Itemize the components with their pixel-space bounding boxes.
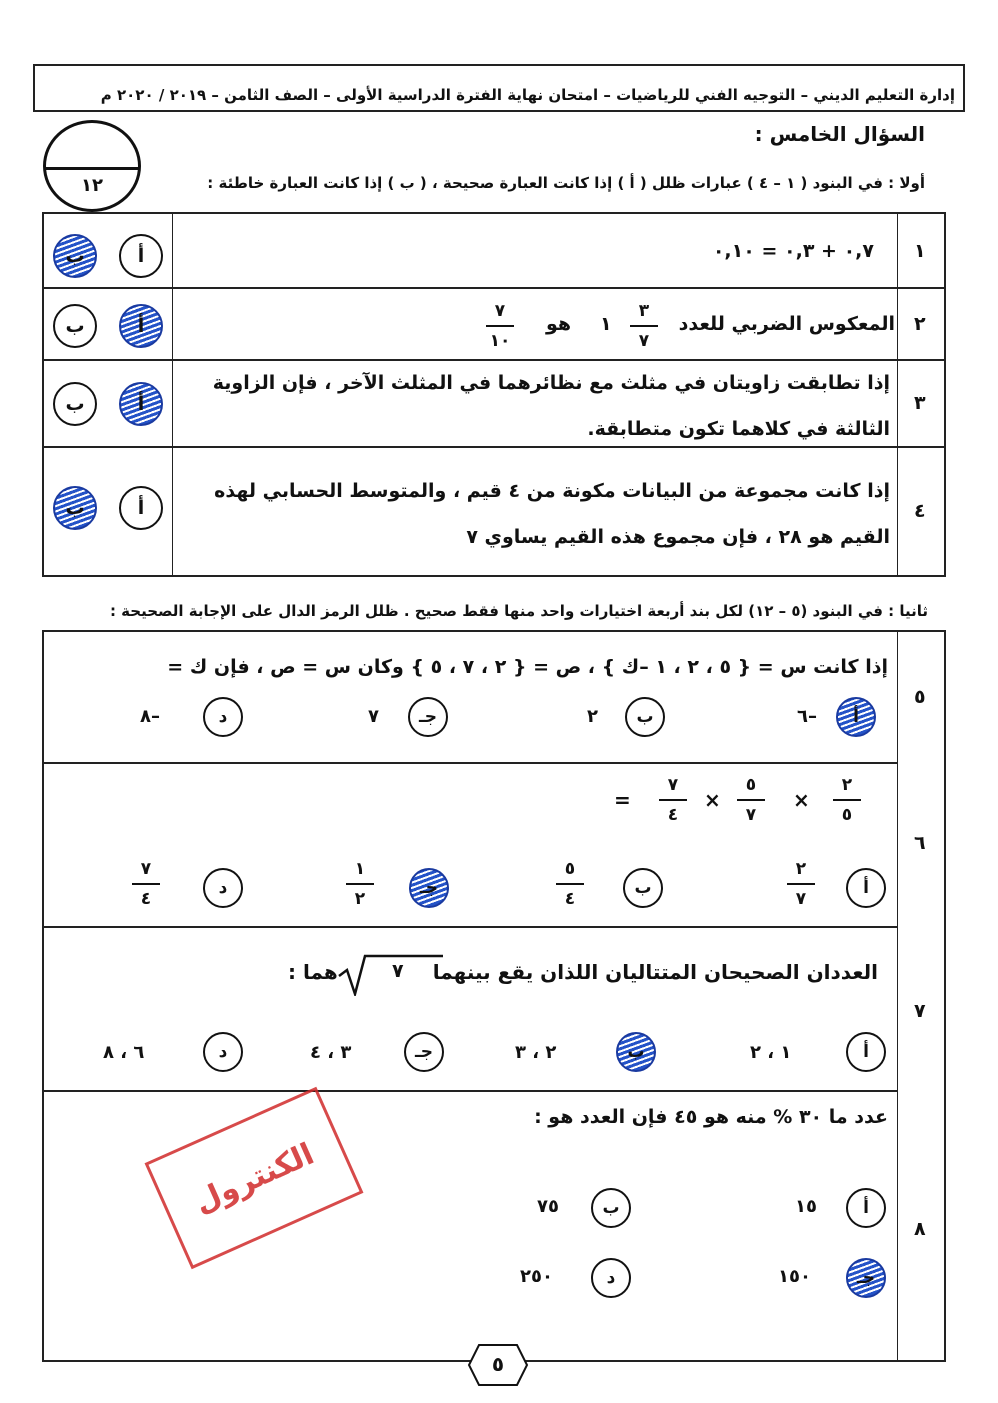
item8-option-a[interactable]: أ	[846, 1188, 886, 1228]
item6-option-b[interactable]: ب	[623, 868, 663, 908]
item7-text-end: هما :	[288, 960, 338, 984]
item5-option-c-value: ٧	[368, 706, 379, 727]
fraction-numerator: ٢	[795, 859, 807, 879]
item8-option-d[interactable]: د	[591, 1258, 631, 1298]
fraction-bar	[630, 325, 658, 327]
item2-option-b[interactable]: ب	[53, 304, 97, 348]
item4-option-b[interactable]: ب	[53, 486, 97, 530]
item7-option-b-value: ٢ ، ٣	[515, 1042, 557, 1063]
item8-option-a-value: ١٥	[795, 1196, 817, 1217]
item-number: ٤	[914, 500, 926, 522]
fraction-bar	[486, 325, 514, 327]
fraction-denominator: ٥	[841, 805, 853, 825]
control-stamp: الكنترول	[145, 1087, 364, 1269]
item4-option-a[interactable]: أ	[119, 486, 163, 530]
part2-num-column	[897, 630, 946, 1362]
item6-option-d-value	[128, 856, 164, 912]
fraction-numerator: ٧	[140, 859, 152, 879]
item3-option-a[interactable]: أ	[119, 382, 163, 426]
page-number: ٥	[491, 1352, 505, 1376]
item7-statement: العددان الصحيحان المتتاليان اللذان يقع بينهما	[432, 960, 878, 984]
fraction-denominator: ٤	[140, 889, 152, 909]
times-sign: ×	[793, 788, 810, 812]
item5-option-b[interactable]: ب	[625, 697, 665, 737]
fraction-bar	[787, 883, 815, 885]
item-number: ٧	[914, 1000, 926, 1022]
item8-statement: عدد ما ٣٠ % منه هو ٤٥ فإن العدد هو :	[534, 1106, 888, 1128]
equals-sign: =	[614, 788, 631, 812]
exam-header	[33, 64, 965, 112]
item6-fraction-2	[733, 772, 769, 828]
radical-stroke	[339, 956, 443, 994]
part2-row-divider	[42, 926, 897, 928]
item5-statement: إذا كانت س = { ٥ ، ٢ ، ١ –ك } ، ص = { ٢ ، ٧ ، ٥ } وكان س = ص ، فإن ك =	[167, 656, 888, 678]
times-sign: ×	[704, 788, 721, 812]
fraction-denominator: ٧	[795, 889, 807, 909]
square-root-sign	[335, 954, 445, 996]
item5-option-c[interactable]: جـ	[408, 697, 448, 737]
fraction-denominator: ٤	[667, 805, 679, 825]
item1-option-a[interactable]: أ	[119, 234, 163, 278]
part2-row-divider	[42, 762, 897, 764]
fraction-bar	[833, 799, 861, 801]
item6-option-a-value	[783, 856, 819, 912]
fraction-denominator: ٤	[564, 889, 576, 909]
fraction-denominator: ٧	[745, 805, 757, 825]
item2-frac2-numerator: ٧	[494, 301, 506, 321]
fraction-numerator: ٥	[564, 859, 576, 879]
exam-header-text: إدارة التعليم الديني – التوجيه الفني للرياضيات – امتحان نهاية الفترة الدراسية الأولى – الصف الثامن – ٢٠١٩ / ٢٠٢٠ م	[100, 86, 955, 104]
part2-instruction: ثانيا : في البنود (٥ – ١٢) لكل بند أربعة اختيارات واحد منها فقط صحيح . ظلل الرمز الدال على الإجابة الصحيحة :	[109, 602, 928, 620]
fraction-numerator: ١	[354, 859, 366, 879]
fraction-bar	[132, 883, 160, 885]
item6-fraction-3	[655, 772, 691, 828]
fraction-bar	[346, 883, 374, 885]
fraction-bar	[659, 799, 687, 801]
fraction-numerator: ٥	[745, 775, 757, 795]
question-title: السؤال الخامس :	[754, 122, 925, 146]
item7-option-d[interactable]: د	[203, 1032, 243, 1072]
item8-option-b[interactable]: ب	[591, 1188, 631, 1228]
item4-statement: إذا كانت مجموعة من البيانات مكونة من ٤ قيم ، والمتوسط الحسابي لهذه القيم هو ٢٨ ، فإن مجموع هذه القيم يساوي ٧	[214, 480, 890, 548]
item5-option-d-value: –٨	[140, 706, 160, 727]
item8-option-c-value: ١٥٠	[778, 1266, 811, 1287]
item7-option-a-value: ١ ، ٢	[750, 1042, 792, 1063]
fraction-numerator: ٢	[841, 775, 853, 795]
fraction-numerator: ٧	[667, 775, 679, 795]
item5-option-b-value: ٢	[587, 706, 598, 727]
part2-row-divider	[42, 1090, 897, 1092]
item2-text-mid: هو	[546, 313, 572, 335]
item-number: ١	[914, 240, 926, 262]
item5-option-a-value: –٦	[797, 706, 817, 727]
item7-option-c-value: ٣ ، ٤	[310, 1042, 352, 1063]
item2-answer-fraction	[482, 298, 518, 354]
score-divider	[46, 167, 138, 170]
item2-mixed-whole: ١	[600, 313, 612, 335]
item1-statement: ٠,٧ + ٠,٣ = ٠,١٠	[712, 240, 874, 262]
item2-fraction	[626, 298, 662, 354]
item7-option-c[interactable]: جـ	[404, 1032, 444, 1072]
item6-option-b-value	[552, 856, 588, 912]
item7-option-d-value: ٦ ، ٨	[103, 1042, 145, 1063]
item2-frac-denominator: ٧	[638, 331, 650, 351]
part1-row-divider	[42, 287, 946, 289]
item5-option-a[interactable]: أ	[836, 697, 876, 737]
item-number: ٣	[914, 392, 926, 414]
fraction-denominator: ٢	[354, 889, 366, 909]
item7-radicand: ٧	[392, 960, 404, 982]
item8-option-d-value: ٢٥٠	[520, 1266, 553, 1287]
fraction-bar	[737, 799, 765, 801]
score-value: ١٢	[81, 175, 103, 196]
item6-option-c[interactable]: جـ	[409, 868, 449, 908]
item3-option-b[interactable]: ب	[53, 382, 97, 426]
item6-option-a[interactable]: أ	[846, 868, 886, 908]
item6-fraction-1	[829, 772, 865, 828]
item2-frac-numerator: ٣	[638, 301, 650, 321]
item-number: ٢	[914, 313, 926, 335]
item3-statement: إذا تطابقت زاويتان في مثلث مع نظائرهما في المثلث الآخر ، فإن الزاوية الثالثة في كلاهما تكون متطابقة.	[212, 372, 890, 440]
part2-table	[42, 630, 946, 1362]
item7-option-a[interactable]: أ	[846, 1032, 886, 1072]
item1-option-b[interactable]: ب	[53, 234, 97, 278]
score-circle	[43, 120, 141, 212]
fraction-bar	[556, 883, 584, 885]
item8-option-c[interactable]: جـ	[846, 1258, 886, 1298]
item7-option-b[interactable]: ب	[616, 1032, 656, 1072]
item5-option-d[interactable]: د	[203, 697, 243, 737]
item6-option-c-value	[342, 856, 378, 912]
page-number-badge	[467, 1343, 529, 1387]
part1-instruction: أولا : في البنود ( ١ – ٤ ) عبارات ظلل ( أ ) إذا كانت العبارة صحيحة ، ( ب ) إذا كانت العبارة خاطئة :	[207, 174, 925, 192]
item-number: ٦	[914, 832, 926, 854]
item2-frac2-denominator: ١٠	[489, 331, 511, 351]
item-number: ٥	[914, 686, 926, 708]
item8-option-b-value: ٧٥	[537, 1196, 559, 1217]
item2-text-before: المعكوس الضربي للعدد	[678, 313, 895, 335]
item6-option-d[interactable]: د	[203, 868, 243, 908]
item2-option-a[interactable]: أ	[119, 304, 163, 348]
item-number: ٨	[914, 1218, 926, 1240]
